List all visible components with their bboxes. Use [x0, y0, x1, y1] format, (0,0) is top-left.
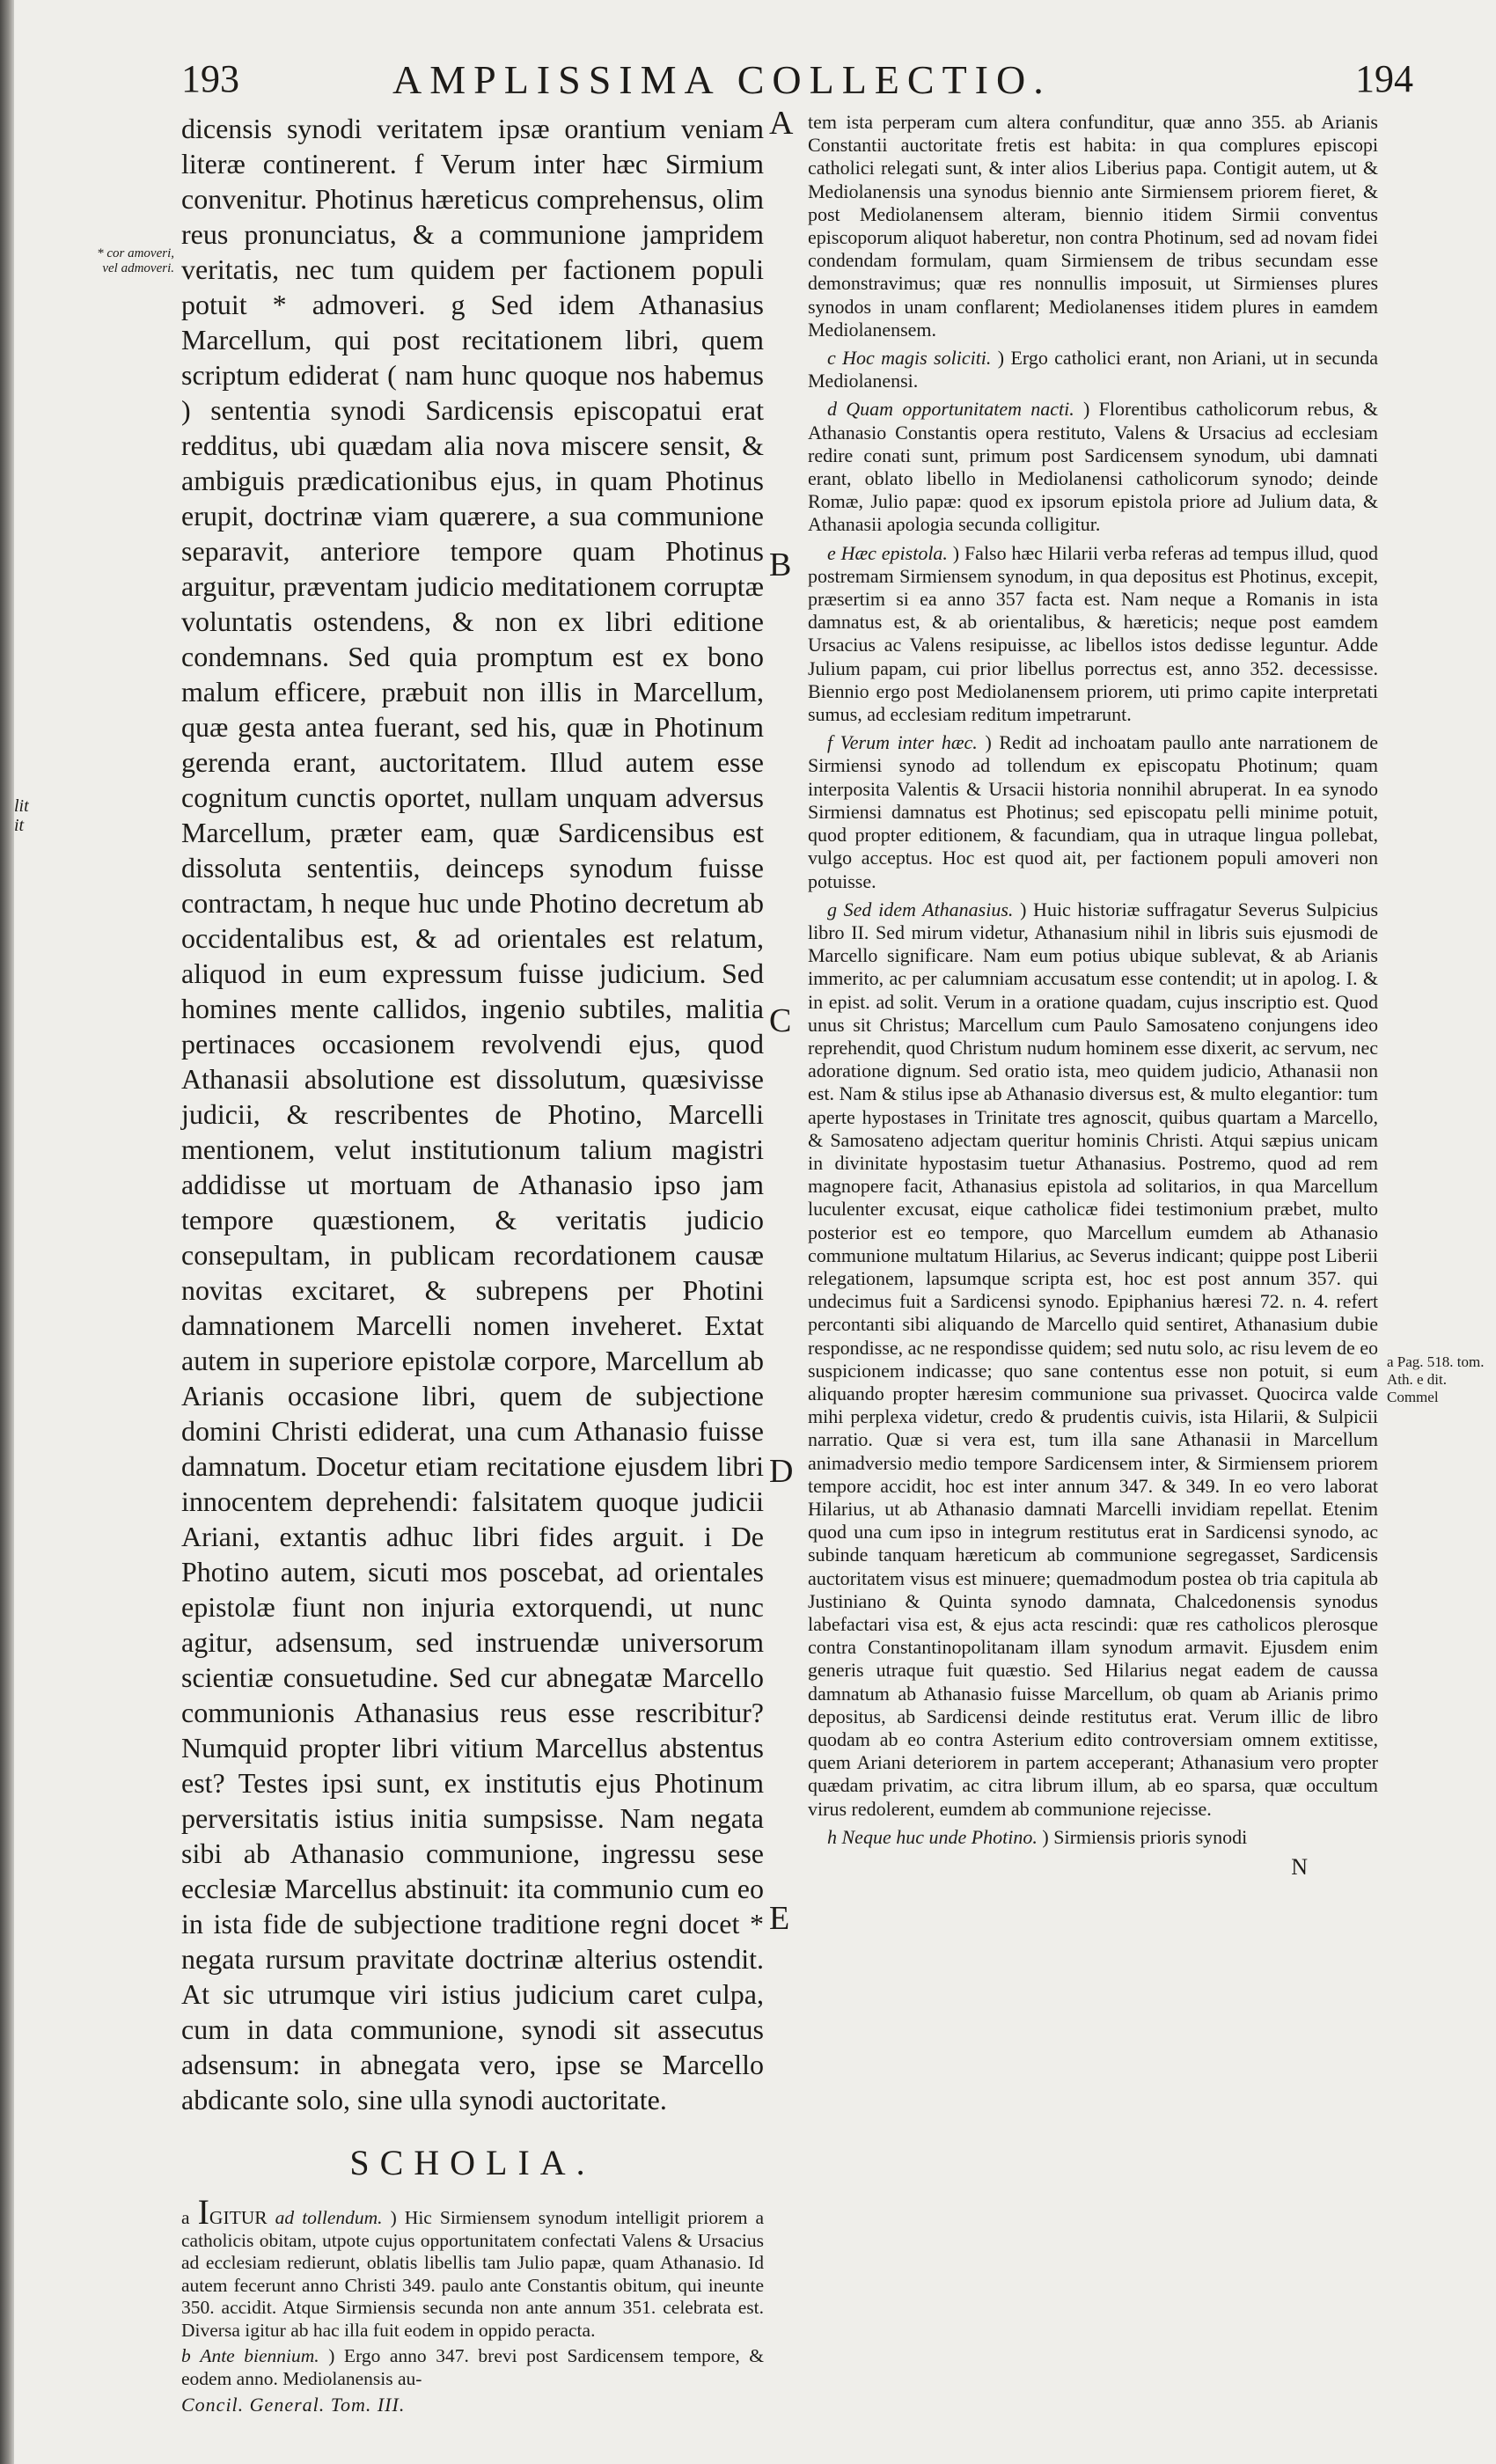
note-text: ) Falso hæc Hilarii verba referas ad tempus illud, quod postremam Sirmiensem synodum, in qua depositus est Photinus, excepit, præsertim si ea anno 357 facta est. Nam neque a Romanis in ista damnatus est, & ab orientalibus, & hæreticis; neque post eamdem Ursacius ac Valens resipuisse, ac libellos istos dedisse leguntur. Adde Julium papam, cui prior libellus porrectus est, anno 352. decessisse. Biennio ergo post Mediolanensem priorem, uti primo capite interpretati sumus, ad ecclesiam reditum impetrarunt. [808, 541, 1379, 726]
note-text: ) Florentibus catholicorum rebus, & Athanasio Constantis opera restituto, Valens & Ursacius ad ecclesiam redire conati sunt, primum post Sardicensem synodum, ubi damnati erant, oblato libello in Mediolanensi catholicorum synodo; deinde Romæ, Julio papæ: quod ex ipsorum epistola priore ad Julium data, & Athanasii apologia secunda colligitur. [808, 398, 1379, 536]
book-page [14, 0, 1496, 2464]
note-text: ) Ergo anno 347. brevi post Sardicensem tempore, & eodem anno. Mediolanensis au- [181, 2345, 765, 2389]
note-mark: c [827, 347, 836, 370]
margin-note-right: a Pag. 518. tom. Ath. e dit. Commel [1387, 1353, 1485, 1405]
scholion-e [808, 542, 1378, 727]
note-lemma: Ante biennium. [200, 2345, 319, 2366]
note-lemma: Verum inter hæc. [840, 731, 978, 754]
right-intro-text: tem ista perperam cum altera confunditur, quæ anno 355. ab Arianis Constantii auctoritate fretis est habita: in qua complures episcopi catholici relegati sunt, & inter alios Liberius papa. Contigit autem, ut & Mediolanensis una synodus biennio ante Sirmiensem priorem fieret, & post Mediolanensem alteram, biennio itidem Sirmii conventus episcoporum aliquot haberetur, non contra Photinum, sed ad novam fidei condendam formulam, quam Sirmiensem de tribus secundam esse demonstravimus; quæ res nonnullis imposuit, ut Sirmienses plures synodos in unam conflarent; Mediolanenses itidem plures in eamdem Mediolanensem. [808, 111, 1378, 341]
footer-signature: Concil. General. Tom. III. [181, 2394, 406, 2416]
scholion-a [181, 2192, 765, 2342]
note-text: ) Hic Sirmiensem synodum intelligit priorem a catholicis obitam, utpote cujus opportunitatem confectati Valens & Ursacius ad ecclesiam redierunt, oblatis libellis tam Julio papæ, quam Athanasio. Id autem fecerunt anno Christi 349. paulo ante Constantis obitum, qui ineunte 350. accidit. Atque Sirmiensis secunda non ante annum 351. celebrata est. Diversa igitur ab hac illa fuit eodem in oppido peracta. [181, 2207, 765, 2341]
edge-mark-1: lit [14, 796, 29, 816]
section-letter-e: E [769, 1900, 790, 1937]
note-mark: b [181, 2345, 191, 2366]
section-letter-d: D [769, 1453, 794, 1490]
margin-note-left: * cor amoveri, vel admoveri. [97, 246, 174, 275]
main-text: dicensis synodi veritatem ipsæ orantium veniam literæ continerent. f Verum inter hæc Sirmium convenitur. Photinus hæreticus comprehensus, olim reus pronunciatus, & a communione jampridem veritatis, nec tum quidem per factionem populi potuit * admoveri. g Sed idem Athanasius Marcellum, qui post recitationem libri, quem scriptum ediderat ( nam hunc quoque nos habemus ) sententia synodi Sardicensis episcopatui erat redditus, ubi quædam alia nova miscere sensit, & ambiguis prædicationibus ejus, in quam Photinus erupit, doctrinæ viam quærere, a sua communione separavit, anteriore tempore quam Photinus arguitur, præventam judicio meditationem corruptæ voluntatis ostendens, & non ex libri editione condemnans. Sed quia promptum est ex bono malum efficere, præbuit non illis in Marcellum, quæ gesta antea fuerant, sed his, quæ in Photinum gerenda erant, auctoritatem. Illud autem esse cognitum cunctis oportet, nullam unquam adversus Marcellum, præter eam, quæ Sardicensibus est dissoluta sententiis, deinceps synodum fuisse contractam, h neque huc unde Photino decretum ab occidentalibus est, & ad orientales est relatum, aliquod in eum expressum fuisse judicium. Sed homines mente callidos, ingenio subtiles, malitia pertinaces occasionem revolvendi ejus, quod Athanasii absolutione est dissolutum, quæsivisse judicii, & rescribentes de Photino, Marcelli mentionem, velut institutionum talium magistri addidisse ut mortuam de Athanasio ipso jam tempore quæstionem, & veritatis judicio consepultam, in publicam recordationem causæ novitas excitaret, & subrepens per Photini damnationem Marcelli nomen inveheret. Extat autem in superiore epistolæ corpore, Marcellum ab Arianis occasione libri, quem de subjectione domini Christi ediderat, una cum Athanasio fuisse damnatum. Docetur etiam recitatione ejusdem libri innocentem deprehendi: falsitatem quoque judicii Ariani, extantis adhuc libri fides arguit. i De Photino autem, sicuti mos poscebat, ad orientales epistolæ fiunt non injuria extorquendi, ut nunc agitur, adsensum, sed instruendæ universorum scientiæ consuetudine. Sed cur abnegatæ Marcello communionis Athanasius reus esse rescribitur? Numquid propter libri vitium Marcellus abstentus est? Testes ipsi sunt, ex institutis ejus Photinum perversitatis istius initia sumpsisse. Nam negata sibi ab Athanasio communione, ingressu sese ecclesiæ Marcellus abstinuit: ita communio cum eo in ista fide de subjectione traditione regni docet * negata rursum pravitate doctrinæ alterius ostendit. At sic utrumque viri istius judicium caret culpa, cum in data communione, synodi sit assecutus adsensum: in abnegata vero, ipse se Marcello abdicante solo, sine ulla synodi auctoritate. [181, 113, 764, 2116]
note-mark: e [827, 541, 836, 564]
note-lemma: ad tollendum. [275, 2207, 383, 2228]
note-lemma: Hæc epistola. [840, 541, 948, 564]
note-lemma: Neque huc unde Photino. [841, 1825, 1038, 1848]
scholion-c [808, 347, 1378, 392]
note-text: ) Huic historiæ suffragatur Severus Sulpicius libro II. Sed mirum videtur, Athanasium nihil in libris suis ejusmodi de Marcello significare. Nam eum potius ubique sublevat, & ab Arianis immerito, ac per calumniam accusatum esse contendit; ut in apolog. I. & in epist. ad solit. Verum in a oratione quadam, cujus inscriptio est. Quod unus sit Christus; Marcellum cum Paulo Samosateno conjungens ideo reprehendit, quod Christum nudum hominem esse dixerit, ac servum, nec adoratione dignum. Sed oratio ista, meo quidem judicio, Athanasii non est. Nam & stilus ipse ab Athanasio diversus est, & multo elegantior: tum aperte hypostases in Trinitate tres agnoscit, quibus quartam a Marcello, & Samosateno adjectam queritur hominis Christi. Atqui sæpius unicam in divinitate hypostasim tuetur Athanasius. Postremo, quod ad rem magnopere facit, Athanasius epistola ad solitarios, in qua Marcellum luculenter excusat, eique catholicæ fidei testimonium præbet, multo posterior est eo tempore, quo Marcellum eumdem ab Athanasio communione multatum Hilarius, ac Severus indicant; quippe post Liberii relegationem, lapsumque scripta est, hoc est post annum 357. qui undecimus fuit a Sardicensi synodo. Epiphanius hæresi 72. n. 4. refert percontanti sibi aliquando de Marcello quid sentiret, Athanasium dubie respondisse, ac ne respondisse quidem; sed nutu solo, ac risu levem de eo suspicionem indicasse; quo sane contentus esse non potuit, si eum aliquando propter hæresim communione sua privasset. Quocirca valde mihi perplexa videtur, credo & prudentis cuivis, ista Hilarii, & Sulpicii narratio. Quæ si vera est, tum illa sane Athanasii in Marcellum animadversio medio tempore Sardicensem inter, & Sirmiensem priorem tempore accidit, hoc est inter annum 347. & 349. In eo vero laborat Hilarius, ut ab Athanasio damnati Marcelli invidiam repellat. Etenim quod una cum ipso in integrum restitutus erat in Sardicensi synodo, ac subinde tanquam hæreticum ab communione segregasset, Sardicensis auctoritatem visus est minuere; quemadmodum postea ob tria capitula ab Justiniano & Quinta synodo damnata, Chalcedonensis synodus labefactari visa est, & ejus acta rescindi: quæ res catholicos plerosque contra Constantinopolitanam illam synodum armavit. Ejusdem enim generis utraque fuit quæstio. Sed Hilarius negat eadem de caussa damnatum ab Athanasio fuisse Marcellum, ob quam ab Arianis primo depositus, ab Sardicensi deinde restitutus erat. Verum illic de libro quodam ab eo contra Asterium edito controversiam omnem extitisse, quem Ariani deteriorem in partem acceperant; Athanasium vero propter quædam privatim, ac citra librum illum, ab eo sparsa, quæ occultum virus redolerent, eumdem ab communione rejecisse. [808, 898, 1379, 1820]
note-text: ) Ergo catholici erant, non Ariani, ut in secunda Mediolanensi. [808, 347, 1379, 392]
page-number-right: 194 [1355, 57, 1413, 100]
note-text: ) Redit ad inchoatam paullo ante narrationem de Sirmiensi synodo ad tollendum ex episcopatu Photinum; quam interposita Valentis & Ursacii historia nonnihil abruperat. In ea synodo Sirmiensi damnatus est Photinus; sed episcopatu pelli minime potuit, quod propter editionem, & facundiam, qua in utraque lingua pollebat, vulgo acceptus. Hoc est quod ait, per factionem populi amoveri non potuisse. [808, 731, 1379, 892]
note-lemma: Hoc magis soliciti. [842, 347, 992, 370]
note-mark: f [827, 731, 833, 754]
note-lemma: Quam opportunitatem nacti. [846, 398, 1074, 421]
note-mark: d [827, 398, 837, 421]
section-letter-b: B [769, 546, 792, 583]
lead-word: GITUR [209, 2207, 268, 2228]
note-lemma: Sed idem Athanasius. [843, 898, 1014, 920]
right-column [808, 111, 1378, 1881]
scholion-f [808, 731, 1378, 892]
note-text: ) Sirmiensis prioris synodi [1042, 1825, 1248, 1848]
left-column [181, 111, 764, 2416]
book-spine-edge [0, 0, 14, 2464]
section-letter-c: C [769, 1002, 792, 1039]
scholion-h [808, 1826, 1378, 1849]
scholion-g [808, 898, 1378, 1821]
note-mark: h [827, 1825, 837, 1848]
section-letter-a: A [769, 105, 794, 142]
initial-letter: I [197, 2192, 209, 2232]
note-mark: g [827, 898, 837, 920]
scholia-heading: SCHOLIA. [349, 2143, 596, 2182]
scholion-d [808, 398, 1378, 536]
page-number-left: 193 [181, 57, 239, 100]
page-header [181, 56, 1413, 109]
note-mark: a [181, 2207, 190, 2228]
gathering-signature: N [1291, 1854, 1308, 1881]
edge-mark-2: it [14, 816, 25, 835]
scholion-b [181, 2345, 764, 2390]
running-title: AMPLISSIMA COLLECTIO. [392, 57, 1052, 102]
